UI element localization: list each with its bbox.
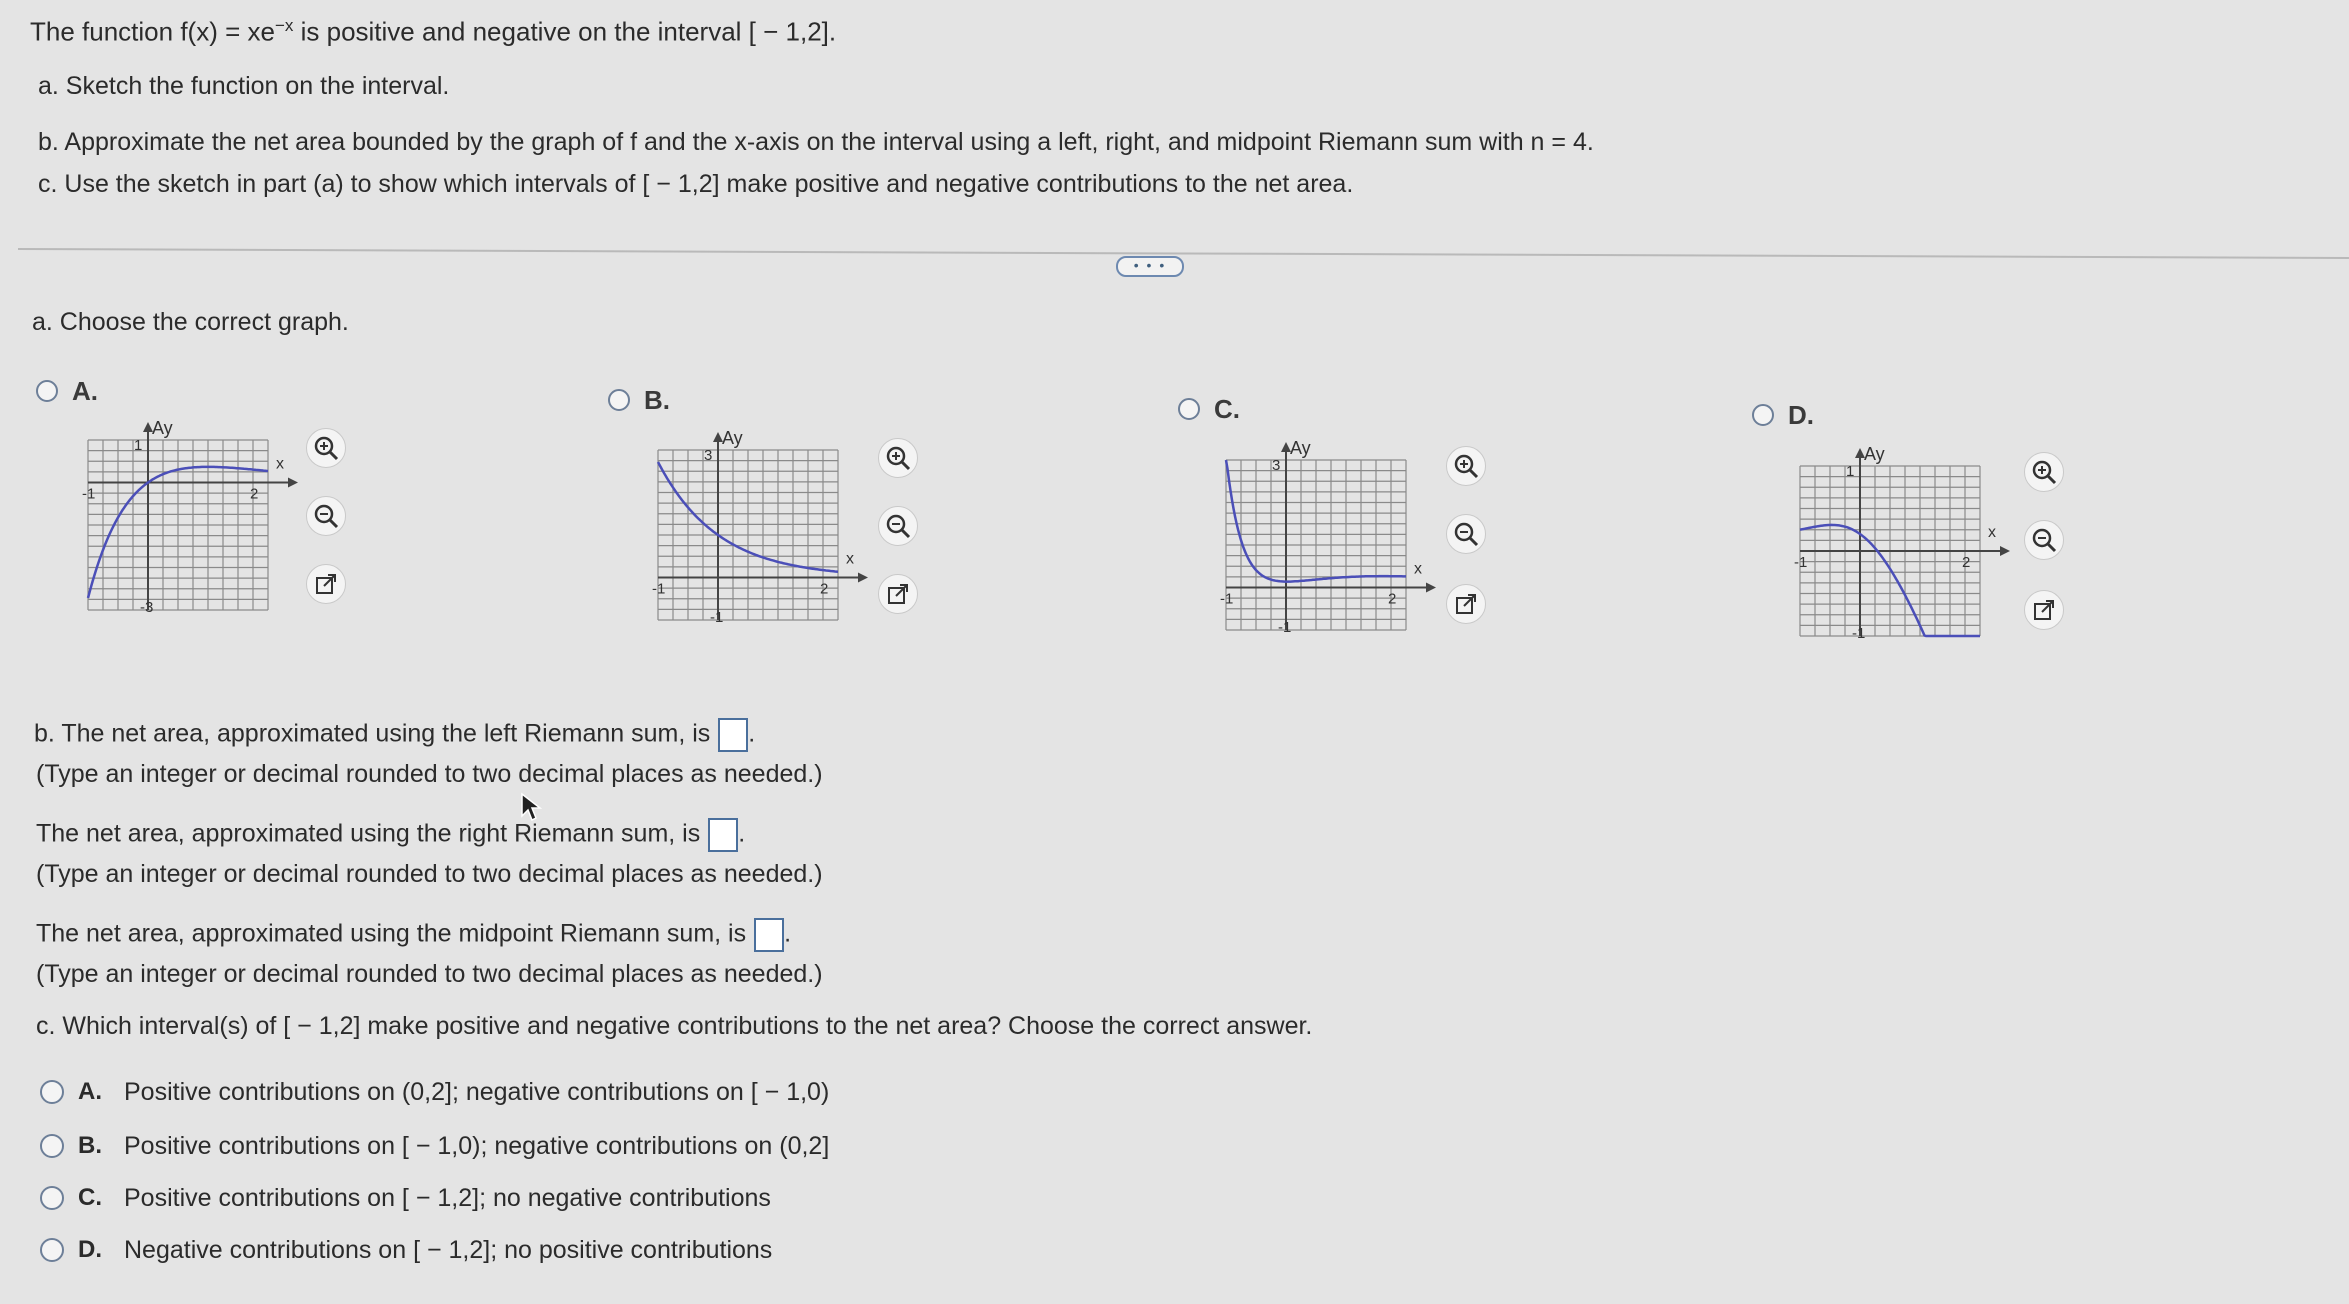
zoom-in-button[interactable] (306, 428, 346, 468)
zoom-out-icon (1452, 520, 1480, 548)
x-tick-left: -1 (1794, 554, 1808, 571)
graph-option-c-letter: C. (1214, 394, 1240, 424)
x-axis-arrow (858, 573, 868, 583)
interval-option-d-text[interactable]: Negative contributions on [ − 1,2]; no positive contributions (124, 1236, 773, 1264)
graph-option-c[interactable] (1218, 440, 1438, 650)
x-axis-label: x (1988, 524, 1996, 541)
stem-text-end: is positive and negative on the interval [ − 1,2]. (293, 16, 837, 47)
period: . (738, 819, 746, 848)
open-external-icon (312, 570, 340, 598)
x-axis-arrow (288, 478, 298, 488)
left-sum-line (34, 718, 755, 752)
open-external-icon (2030, 596, 2058, 624)
right-sum-input[interactable] (708, 818, 738, 852)
y-axis-label: Ay (152, 418, 173, 438)
zoom-out-button[interactable] (1446, 514, 1486, 554)
mid-sum-line (36, 918, 791, 952)
mid-sum-hint: (Type an integer or decimal rounded to two decimal places as needed.) (36, 960, 823, 988)
y-tick-label: 1 (134, 437, 143, 454)
interval-option-b-text[interactable]: Positive contributions on [ − 1,0); negative contributions on (0,2] (124, 1132, 830, 1160)
graph-option-b[interactable] (650, 430, 870, 640)
x-axis-arrow (1426, 583, 1436, 593)
y-tick-label: 3 (1272, 457, 1281, 474)
part-a-prompt: a. Choose the correct graph. (32, 308, 349, 336)
interval-option-c-text[interactable]: Positive contributions on [ − 1,2]; no negative contributions (124, 1184, 771, 1212)
graph-option-a-letter: A. (72, 376, 98, 406)
zoom-in-button[interactable] (2024, 452, 2064, 492)
zoom-in-icon (884, 444, 912, 472)
y-axis-label: Ay (1864, 444, 1885, 464)
question-part-a: a. Sketch the function on the interval. (38, 72, 450, 100)
graph-option-d-radio[interactable] (1752, 404, 1774, 426)
mid-sum-label: The net area, approximated using the midpoint Riemann sum, is (36, 919, 747, 948)
period: . (784, 919, 792, 948)
graph-option-d[interactable] (1792, 446, 2012, 656)
x-tick-right: 2 (820, 580, 829, 598)
zoom-out-icon (312, 502, 340, 530)
interval-option-d-letter: D. (78, 1236, 102, 1263)
right-sum-hint: (Type an integer or decimal rounded to two decimal places as needed.) (36, 860, 823, 888)
part-c-prompt: c. Which interval(s) of [ − 1,2] make positive and negative contributions to the net area? Choose the correct answer. (36, 1012, 1313, 1040)
left-sum-hint: (Type an integer or decimal rounded to two decimal places as needed.) (36, 760, 823, 788)
graph-option-a[interactable] (80, 420, 300, 630)
more-button[interactable]: • • • (1116, 256, 1184, 277)
interval-option-a-radio[interactable] (40, 1080, 64, 1104)
zoom-out-icon (884, 512, 912, 540)
x-tick-left: -1 (82, 485, 96, 503)
open-external-button[interactable] (2024, 590, 2064, 630)
x-tick-right: 2 (1388, 590, 1397, 608)
open-external-icon (884, 580, 912, 608)
y-tick-bottom: -3 (140, 599, 154, 616)
interval-option-b-radio[interactable] (40, 1134, 64, 1158)
x-axis-arrow (2000, 546, 2010, 556)
question-part-b: b. Approximate the net area bounded by the graph of f and the x-axis on the interval using a left, right, and midpoint Riemann sum with n = 4. (38, 128, 1594, 156)
zoom-out-icon (2030, 526, 2058, 554)
x-tick-right: 2 (1962, 554, 1971, 571)
y-tick-bottom: -1 (1852, 625, 1866, 642)
left-sum-label: b. The net area, approximated using the left Riemann sum, is (34, 719, 711, 748)
y-axis-label: Ay (1290, 438, 1311, 458)
y-axis-label: Ay (722, 428, 743, 448)
question-stem (30, 16, 836, 48)
y-tick-bottom: -1 (710, 609, 724, 626)
question-part-c: c. Use the sketch in part (a) to show which intervals of [ − 1,2] make positive and negative contributions to the net area. (38, 170, 1354, 198)
left-sum-input[interactable] (718, 718, 748, 752)
interval-option-a-letter: A. (78, 1078, 102, 1105)
graph-option-d-letter: D. (1788, 400, 1814, 430)
zoom-in-button[interactable] (878, 438, 918, 478)
open-external-button[interactable] (306, 564, 346, 604)
interval-option-b-letter: B. (78, 1132, 102, 1159)
y-tick-bottom: -1 (1278, 619, 1292, 636)
y-tick-label: 1 (1846, 463, 1855, 480)
divider (18, 248, 2349, 259)
stem-exponent: −x (274, 16, 294, 35)
zoom-in-icon (2030, 458, 2058, 486)
graph-grid (658, 450, 838, 620)
stem-text: The function f(x) = xe (30, 16, 275, 47)
graph-option-c-radio[interactable] (1178, 398, 1200, 420)
x-tick-left: -1 (652, 580, 666, 598)
interval-option-a-text[interactable]: Positive contributions on (0,2]; negative contributions on [ − 1,0) (124, 1078, 830, 1106)
zoom-out-button[interactable] (306, 496, 346, 536)
x-tick-right: 2 (250, 485, 259, 503)
right-sum-line (36, 818, 745, 852)
graph-option-a-radio[interactable] (36, 380, 58, 402)
period: . (748, 719, 756, 748)
interval-option-c-radio[interactable] (40, 1186, 64, 1210)
zoom-in-icon (1452, 452, 1480, 480)
graph-option-b-letter: B. (644, 385, 670, 415)
open-external-button[interactable] (878, 574, 918, 614)
mid-sum-input[interactable] (754, 918, 784, 952)
zoom-out-button[interactable] (2024, 520, 2064, 560)
x-tick-left: -1 (1220, 590, 1234, 608)
interval-option-d-radio[interactable] (40, 1238, 64, 1262)
open-external-button[interactable] (1446, 584, 1486, 624)
x-axis-label: x (276, 455, 284, 473)
x-axis-label: x (846, 550, 854, 568)
interval-option-c-letter: C. (78, 1184, 102, 1211)
zoom-in-button[interactable] (1446, 446, 1486, 486)
open-external-icon (1452, 590, 1480, 618)
y-tick-label: 3 (704, 447, 713, 464)
right-sum-label: The net area, approximated using the right Riemann sum, is (36, 819, 701, 848)
x-axis-label: x (1414, 560, 1422, 578)
zoom-in-icon (312, 434, 340, 462)
mouse-cursor-icon (520, 792, 542, 822)
zoom-out-button[interactable] (878, 506, 918, 546)
graph-grid (1226, 460, 1406, 630)
graph-option-b-radio[interactable] (608, 389, 630, 411)
